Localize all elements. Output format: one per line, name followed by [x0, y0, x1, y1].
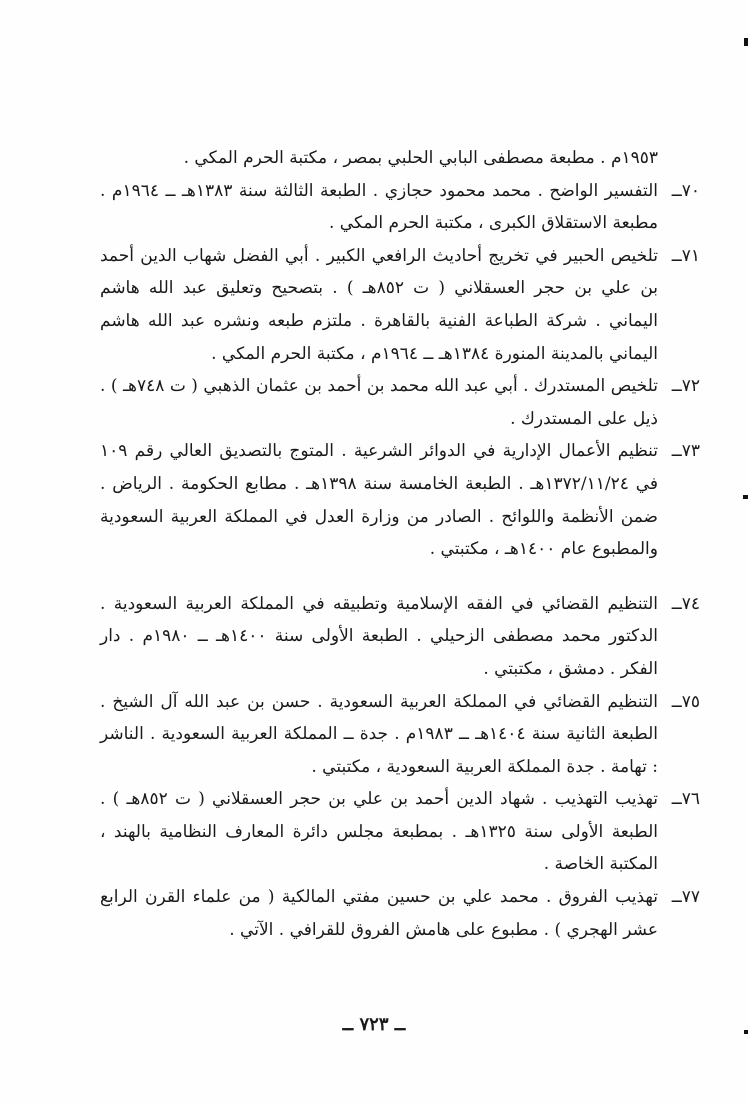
- bibliography-entry: [100, 881, 700, 946]
- entry-number: ٧٤ــ: [671, 593, 700, 614]
- entry-number: ٧٥ــ: [671, 691, 700, 712]
- entry-text: تلخيص الحبير في تخريج أحاديث الرافعي الكبير . أبي الفضل شهاب الدين أحمد بن علي بن حجر العسقلاني ( ت ٨٥٢هـ ) . بتصحيح وتعليق عبد الله هاشم اليماني . شركة الطباعة الفنية بالقاهرة . ملتزم طبعه ونشره عبد الله هاشم اليماني بالمدينة المنورة ١٣٨٤هـ ــ ١٩٦٤م ، مكتبة الحرم المكي .: [100, 245, 658, 364]
- entry-text: تلخيص المستدرك . أبي عبد الله محمد بن أحمد بن عثمان الذهبي ( ت ٧٤٨هـ ) . ذيل على المستدرك .: [100, 376, 658, 429]
- entry-number: ٧٢ــ: [671, 376, 700, 397]
- bibliography-entry: [100, 370, 700, 435]
- entry-text: تهذيب التهذيب . شهاد الدين أحمد بن علي بن حجر العسقلاني ( ت ٨٥٢هـ ) . الطبعة الأولى سنة ١٣٢٥هـ . بمطبعة مجلس دائرة المعارف النظامية بالهند ، المكتبة الخاصة .: [100, 789, 658, 875]
- page-number: ــ ٧٢٣ ــ: [342, 1014, 406, 1035]
- bibliography-entry: [100, 175, 700, 240]
- edge-mark: [743, 495, 748, 499]
- bibliography-entry: [100, 588, 700, 686]
- section-gap: [100, 566, 700, 588]
- entry-text: التفسير الواضح . محمد محمود حجازي . الطبعة الثالثة سنة ١٣٨٣هـ ــ ١٩٦٤م . مطبعة الاستقلاق الكبرى ، مكتبة الحرم المكي .: [100, 180, 658, 234]
- entry-number: ٧١ــ: [671, 245, 700, 266]
- entry-number: ٧٠ــ: [671, 180, 700, 201]
- bibliography-entry: [100, 240, 700, 370]
- entry-number: ٧٣ــ: [671, 441, 700, 462]
- bibliography-list: [100, 142, 700, 946]
- entry-text: التنظيم القضائي في المملكة العربية السعودية . حسن بن عبد الله آل الشيخ . الطبعة الثانية سنة ١٤٠٤هـ ــ ١٩٨٣م . جدة ــ المملكة العربية السعودية . الناشر : تهامة . جدة المملكة العربية السعودية ، مكتبتي .: [100, 691, 658, 777]
- bibliography-entry: [100, 783, 700, 881]
- edge-mark: [744, 38, 748, 46]
- bibliography-entry: [100, 686, 700, 784]
- continuation-line: ١٩٥٣م . مطبعة مصطفى البابي الحلبي بمصر ، مكتبة الحرم المكي .: [183, 148, 658, 168]
- entry-number: ٧٧ــ: [671, 887, 700, 908]
- entry-text: التنظيم القضائي في الفقه الإسلامية وتطبيقه في المملكة العربية السعودية . الدكتور محمد مصطفى الزحيلي . الطبعة الأولى سنة ١٤٠٠هـ ــ ١٩٨٠م . دار الفكر . دمشق ، مكتبتي .: [100, 593, 658, 679]
- entry-text: تهذيب الفروق . محمد علي بن حسين مفتي المالكية ( من علماء القرن الرابع عشر الهجري ) . مطبوع على هامش الفروق للقرافي . الآتي .: [100, 887, 658, 940]
- bibliography-entry: [100, 435, 700, 565]
- entry-number: ٧٦ــ: [671, 789, 700, 810]
- entry-text: تنظيم الأعمال الإدارية في الدوائر الشرعية . المتوج بالتصديق العالي رقم ١٠٩ في ١٣٧٢/١١/٢٤هـ . الطبعة الخامسة سنة ١٣٩٨هـ . مطابع الحكومة . الرياض . ضمن الأنظمة واللوائح . الصادر من وزارة العدل في المملكة العربية السعودية والمطبوع عام ١٤٠٠هـ ، مكتبتي .: [100, 441, 659, 560]
